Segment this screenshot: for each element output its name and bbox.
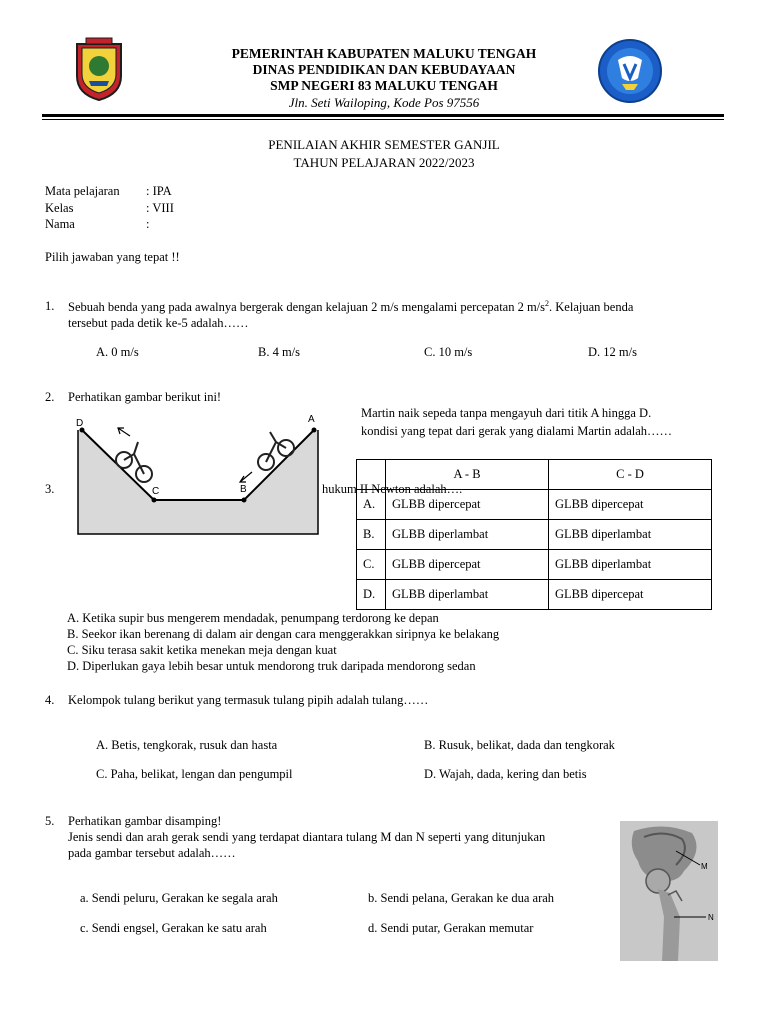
row-a-b: GLBB diperlambat bbox=[386, 520, 549, 550]
row-option-label: C. bbox=[357, 550, 386, 580]
header-line-school: SMP NEGERI 83 MALUKU TENGAH bbox=[270, 78, 498, 93]
exam-title: PENILAIAN AKHIR SEMESTER GANJIL bbox=[268, 137, 500, 152]
q4-number: 4. bbox=[45, 693, 55, 707]
q2-valley-cyclist-figure bbox=[74, 412, 322, 536]
header-a-b: A - B bbox=[386, 460, 549, 490]
q4-option-a[interactable]: A. Betis, tengkorak, rusuk dan hasta bbox=[96, 738, 278, 752]
q1-option-c[interactable]: C. 10 m/s bbox=[424, 345, 473, 359]
row-a-b: GLBB diperlambat bbox=[386, 580, 549, 610]
subject-label: Mata pelajaran bbox=[45, 184, 120, 198]
table-row[interactable] bbox=[357, 490, 712, 520]
figure-label-c: C bbox=[152, 486, 160, 497]
table-row[interactable] bbox=[357, 550, 712, 580]
row-a-b: GLBB dipercepat bbox=[386, 550, 549, 580]
q3-partial-text: hukum II Newton adalah…. bbox=[322, 482, 463, 496]
q4-option-c[interactable]: C. Paha, belikat, lengan dan pengumpil bbox=[96, 767, 293, 781]
table-row[interactable] bbox=[357, 520, 712, 550]
header-c-d: C - D bbox=[549, 460, 712, 490]
name-value: : bbox=[146, 217, 150, 231]
q1-option-b[interactable]: B. 4 m/s bbox=[258, 345, 301, 359]
q1-text-cont: tersebut pada detik ke-5 adalah…… bbox=[68, 316, 249, 330]
header-divider-thin bbox=[42, 119, 724, 120]
exam-year: TAHUN PELAJARAN 2022/2023 bbox=[293, 155, 475, 170]
row-c-d: GLBB dipercepat bbox=[549, 580, 712, 610]
q2-side-text-2: kondisi yang tepat dari gerak yang dialami Martin adalah…… bbox=[361, 424, 673, 438]
row-option-label: A. bbox=[357, 490, 386, 520]
header-divider-thick bbox=[42, 114, 724, 117]
q5-option-a[interactable]: a. Sendi peluru, Gerakan ke segala arah bbox=[80, 891, 278, 905]
name-label: Nama bbox=[45, 217, 75, 231]
table-row[interactable] bbox=[357, 580, 712, 610]
q3-option-d[interactable]: D. Diperlukan gaya lebih besar untuk mendorong truk daripada mendorong sedan bbox=[67, 659, 476, 673]
header-line-government: PEMERINTAH KABUPATEN MALUKU TENGAH bbox=[231, 46, 537, 61]
row-option-label: D. bbox=[357, 580, 386, 610]
row-c-d: GLBB dipercepat bbox=[549, 490, 712, 520]
q5-option-c[interactable]: c. Sendi engsel, Gerakan ke satu arah bbox=[80, 921, 267, 935]
figure-label-n: N bbox=[708, 913, 714, 922]
q2-number: 2. bbox=[45, 390, 55, 404]
row-c-d: GLBB diperlambat bbox=[549, 520, 712, 550]
header-address: Jln. Seti Wailoping, Kode Pos 97556 bbox=[288, 95, 480, 110]
figure-label-b: B bbox=[240, 484, 247, 495]
class-value: : VIII bbox=[146, 201, 174, 215]
subject-value: : IPA bbox=[146, 184, 172, 198]
q4-option-d[interactable]: D. Wajah, dada, kering dan betis bbox=[424, 767, 587, 781]
q3-option-a[interactable]: A. Ketika supir bus mengerem mendadak, penumpang terdorong ke depan bbox=[67, 611, 439, 625]
q4-text: Kelompok tulang berikut yang termasuk tulang pipih adalah tulang…… bbox=[68, 693, 429, 707]
class-label: Kelas bbox=[45, 201, 74, 215]
header-line-department: DINAS PENDIDIKAN DAN KEBUDAYAAN bbox=[252, 62, 516, 77]
q3-number: 3. bbox=[45, 482, 55, 496]
q5-text-1: Perhatikan gambar disamping! bbox=[68, 814, 222, 828]
q5-hip-joint-figure bbox=[620, 821, 718, 961]
q1-option-a[interactable]: A. 0 m/s bbox=[96, 345, 139, 359]
figure-label-m: M bbox=[701, 862, 708, 871]
q2-options-table bbox=[356, 459, 712, 610]
q5-text-2: Jenis sendi dan arah gerak sendi yang terdapat diantara tulang M dan N seperti yang ditunjukan bbox=[68, 830, 546, 844]
q5-number: 5. bbox=[45, 814, 55, 828]
q3-option-b[interactable]: B. Seekor ikan berenang di dalam air dengan cara menggerakkan siripnya ke belakang bbox=[67, 627, 500, 641]
row-a-b: GLBB dipercepat bbox=[386, 490, 549, 520]
row-c-d: GLBB diperlambat bbox=[549, 550, 712, 580]
row-option-label: B. bbox=[357, 520, 386, 550]
figure-label-a: A bbox=[308, 414, 315, 425]
q5-option-b[interactable]: b. Sendi pelana, Gerakan ke dua arah bbox=[368, 891, 555, 905]
instruction: Pilih jawaban yang tepat !! bbox=[45, 250, 180, 264]
q1-option-d[interactable]: D. 12 m/s bbox=[588, 345, 637, 359]
q3-option-c[interactable]: C. Siku terasa sakit ketika menekan meja dengan kuat bbox=[67, 643, 337, 657]
q2-text: Perhatikan gambar berikut ini! bbox=[68, 390, 222, 404]
q5-option-d[interactable]: d. Sendi putar, Gerakan memutar bbox=[368, 921, 534, 935]
figure-label-d: D bbox=[76, 418, 84, 429]
table-header-row bbox=[357, 460, 712, 490]
q4-option-b[interactable]: B. Rusuk, belikat, dada dan tengkorak bbox=[424, 738, 615, 752]
q5-text-3: pada gambar tersebut adalah…… bbox=[68, 846, 236, 860]
q2-side-text-1: Martin naik sepeda tanpa mengayuh dari titik A hingga D. bbox=[361, 406, 652, 420]
q1-number: 1. bbox=[45, 299, 55, 313]
q1-text: Sebuah benda yang pada awalnya bergerak dengan kelajuan 2 m/s mengalami percepatan 2 $m/s^2$. Kelajuan benda bbox=[68, 299, 634, 315]
